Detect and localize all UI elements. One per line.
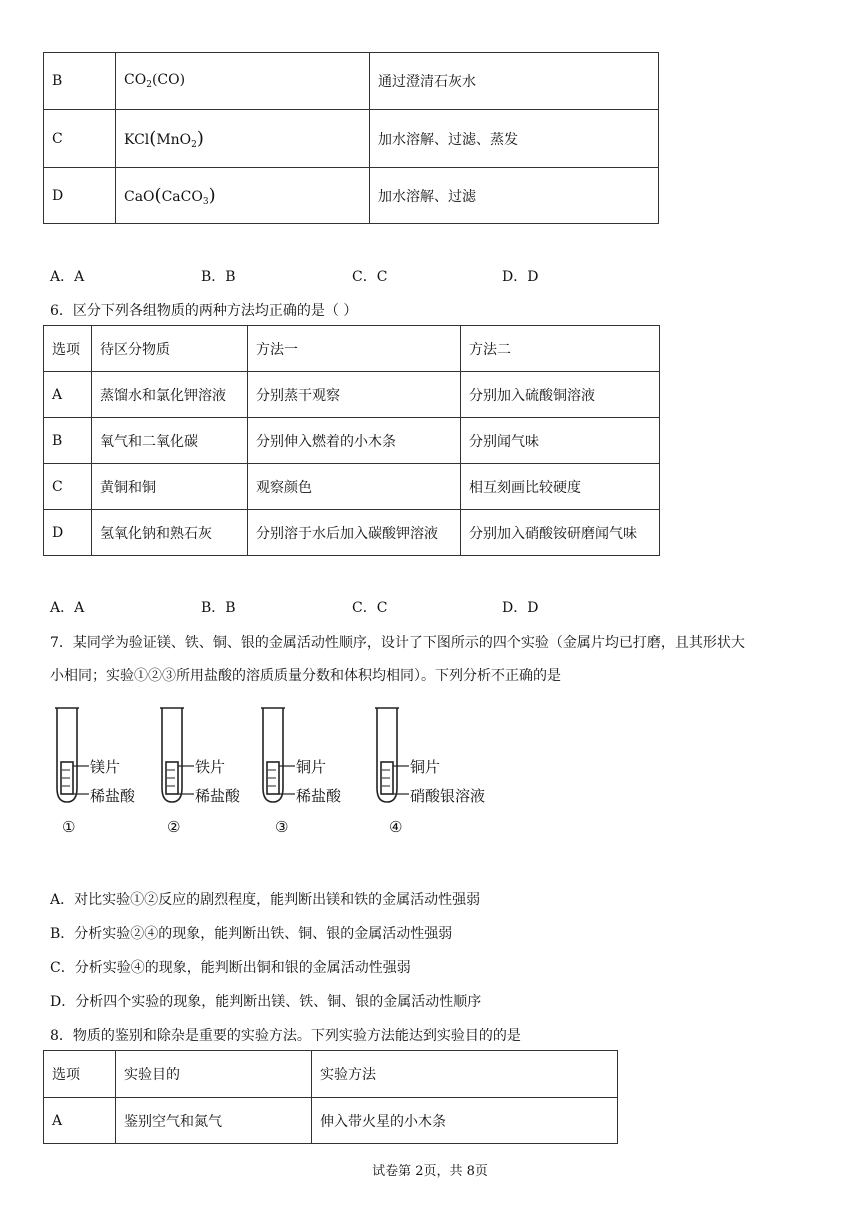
- table-row: [44, 53, 659, 110]
- cell: 分别闻气味: [461, 418, 660, 464]
- cell: 分别加入硝酸铵研磨闻气味: [461, 510, 660, 556]
- q5-table: [43, 52, 659, 224]
- cell: A: [44, 1098, 116, 1144]
- table-row: [44, 110, 659, 168]
- method-cell: 加水溶解、过滤、蒸发: [370, 110, 659, 168]
- option-d[interactable]: D．D: [502, 269, 539, 285]
- q8-table: [43, 1050, 618, 1144]
- q7-question-line2: 小相同；实验①②③所用盐酸的溶质质量分数和体积均相同）。下列分析不正确的是: [50, 668, 561, 684]
- table-header-row: [44, 1051, 618, 1098]
- substance-cell: KCl(MnO$_2$): [116, 110, 370, 168]
- tube-label-bottom: 稀盐酸: [195, 787, 241, 805]
- cell: 分别伸入燃着的小木条: [248, 418, 461, 464]
- option-label: B: [44, 53, 116, 110]
- option-label: D: [44, 168, 116, 224]
- option-a[interactable]: A．A: [50, 600, 85, 616]
- table-row: [44, 510, 660, 556]
- table-row: [44, 464, 660, 510]
- header-cell: 方法二: [461, 326, 660, 372]
- header-cell: 实验方法: [312, 1051, 618, 1098]
- cell: 黄铜和铜: [92, 464, 248, 510]
- table-row: [44, 168, 659, 224]
- tube-label-top: 镁片: [90, 758, 121, 776]
- option-b[interactable]: B．B: [201, 269, 236, 285]
- q6-table: [43, 325, 660, 556]
- cell: 伸入带火星的小木条: [312, 1098, 618, 1144]
- cell: 观察颜色: [248, 464, 461, 510]
- test-tube: [261, 708, 295, 802]
- tube-label-top: 铁片: [195, 758, 226, 776]
- table-header-row: [44, 326, 660, 372]
- tube-number: ③: [275, 818, 289, 836]
- q6-question: 6．区分下列各组物质的两种方法均正确的是（ ）: [50, 303, 358, 319]
- test-tube: [375, 708, 409, 802]
- option-c[interactable]: C．分析实验④的现象，能判断出铜和银的金属活动性强弱: [50, 960, 411, 976]
- tube-number: ①: [62, 818, 76, 836]
- cell: C: [44, 464, 92, 510]
- cell: A: [44, 372, 92, 418]
- substance-cell: $CO_2(CO)$: [116, 53, 370, 110]
- q7-question-line1: 7．某同学为验证镁、铁、铜、银的金属活动性顺序，设计了下图所示的四个实验（金属片均已打磨，且其形状大: [50, 635, 745, 651]
- option-d[interactable]: D．分析四个实验的现象，能判断出镁、铁、铜、银的金属活动性顺序: [50, 994, 482, 1010]
- tube-label-bottom: 稀盐酸: [90, 787, 136, 805]
- tube-number: ④: [389, 818, 403, 836]
- table-row: [44, 1098, 618, 1144]
- cell: 分别溶于水后加入碳酸钾溶液: [248, 510, 461, 556]
- cell: 分别蒸干观察: [248, 372, 461, 418]
- cell: 分别加入硫酸铜溶液: [461, 372, 660, 418]
- tube-label-top: 铜片: [410, 758, 441, 776]
- substance-cell: CaO(CaCO$_3$): [116, 168, 370, 224]
- header-cell: 实验目的: [116, 1051, 312, 1098]
- tube-label-bottom: 硝酸银溶液: [410, 787, 486, 805]
- method-cell: 通过澄清石灰水: [370, 53, 659, 110]
- option-c[interactable]: C．C: [352, 600, 388, 616]
- option-a[interactable]: A．A: [50, 269, 85, 285]
- table-row: [44, 418, 660, 464]
- cell: B: [44, 418, 92, 464]
- option-d[interactable]: D．D: [502, 600, 539, 616]
- tube-label-top: 铜片: [296, 758, 327, 776]
- cell: 鉴别空气和氮气: [116, 1098, 312, 1144]
- table-row: [44, 372, 660, 418]
- option-c[interactable]: C．C: [352, 269, 388, 285]
- test-tube: [55, 708, 89, 802]
- option-b[interactable]: B．分析实验②④的现象，能判断出铁、铜、银的金属活动性强弱: [50, 926, 453, 942]
- header-cell: 选项: [44, 1051, 116, 1098]
- page-footer: 试卷第 2页，共 8页: [372, 1164, 488, 1179]
- tube-label-bottom: 稀盐酸: [296, 787, 342, 805]
- test-tube: [160, 708, 194, 802]
- cell: D: [44, 510, 92, 556]
- method-cell: 加水溶解、过滤: [370, 168, 659, 224]
- cell: 相互刻画比较硬度: [461, 464, 660, 510]
- header-cell: 待区分物质: [92, 326, 248, 372]
- tube-number: ②: [167, 818, 181, 836]
- header-cell: 方法一: [248, 326, 461, 372]
- option-b[interactable]: B．B: [201, 600, 236, 616]
- q8-question: 8．物质的鉴别和除杂是重要的实验方法。下列实验方法能达到实验目的的是: [50, 1028, 521, 1044]
- cell: 蒸馏水和氯化钾溶液: [92, 372, 248, 418]
- header-cell: 选项: [44, 326, 92, 372]
- option-label: C: [44, 110, 116, 168]
- cell: 氢氧化钠和熟石灰: [92, 510, 248, 556]
- option-a[interactable]: A．对比实验①②反应的剧烈程度，能判断出镁和铁的金属活动性强弱: [50, 892, 481, 908]
- cell: 氧气和二氧化碳: [92, 418, 248, 464]
